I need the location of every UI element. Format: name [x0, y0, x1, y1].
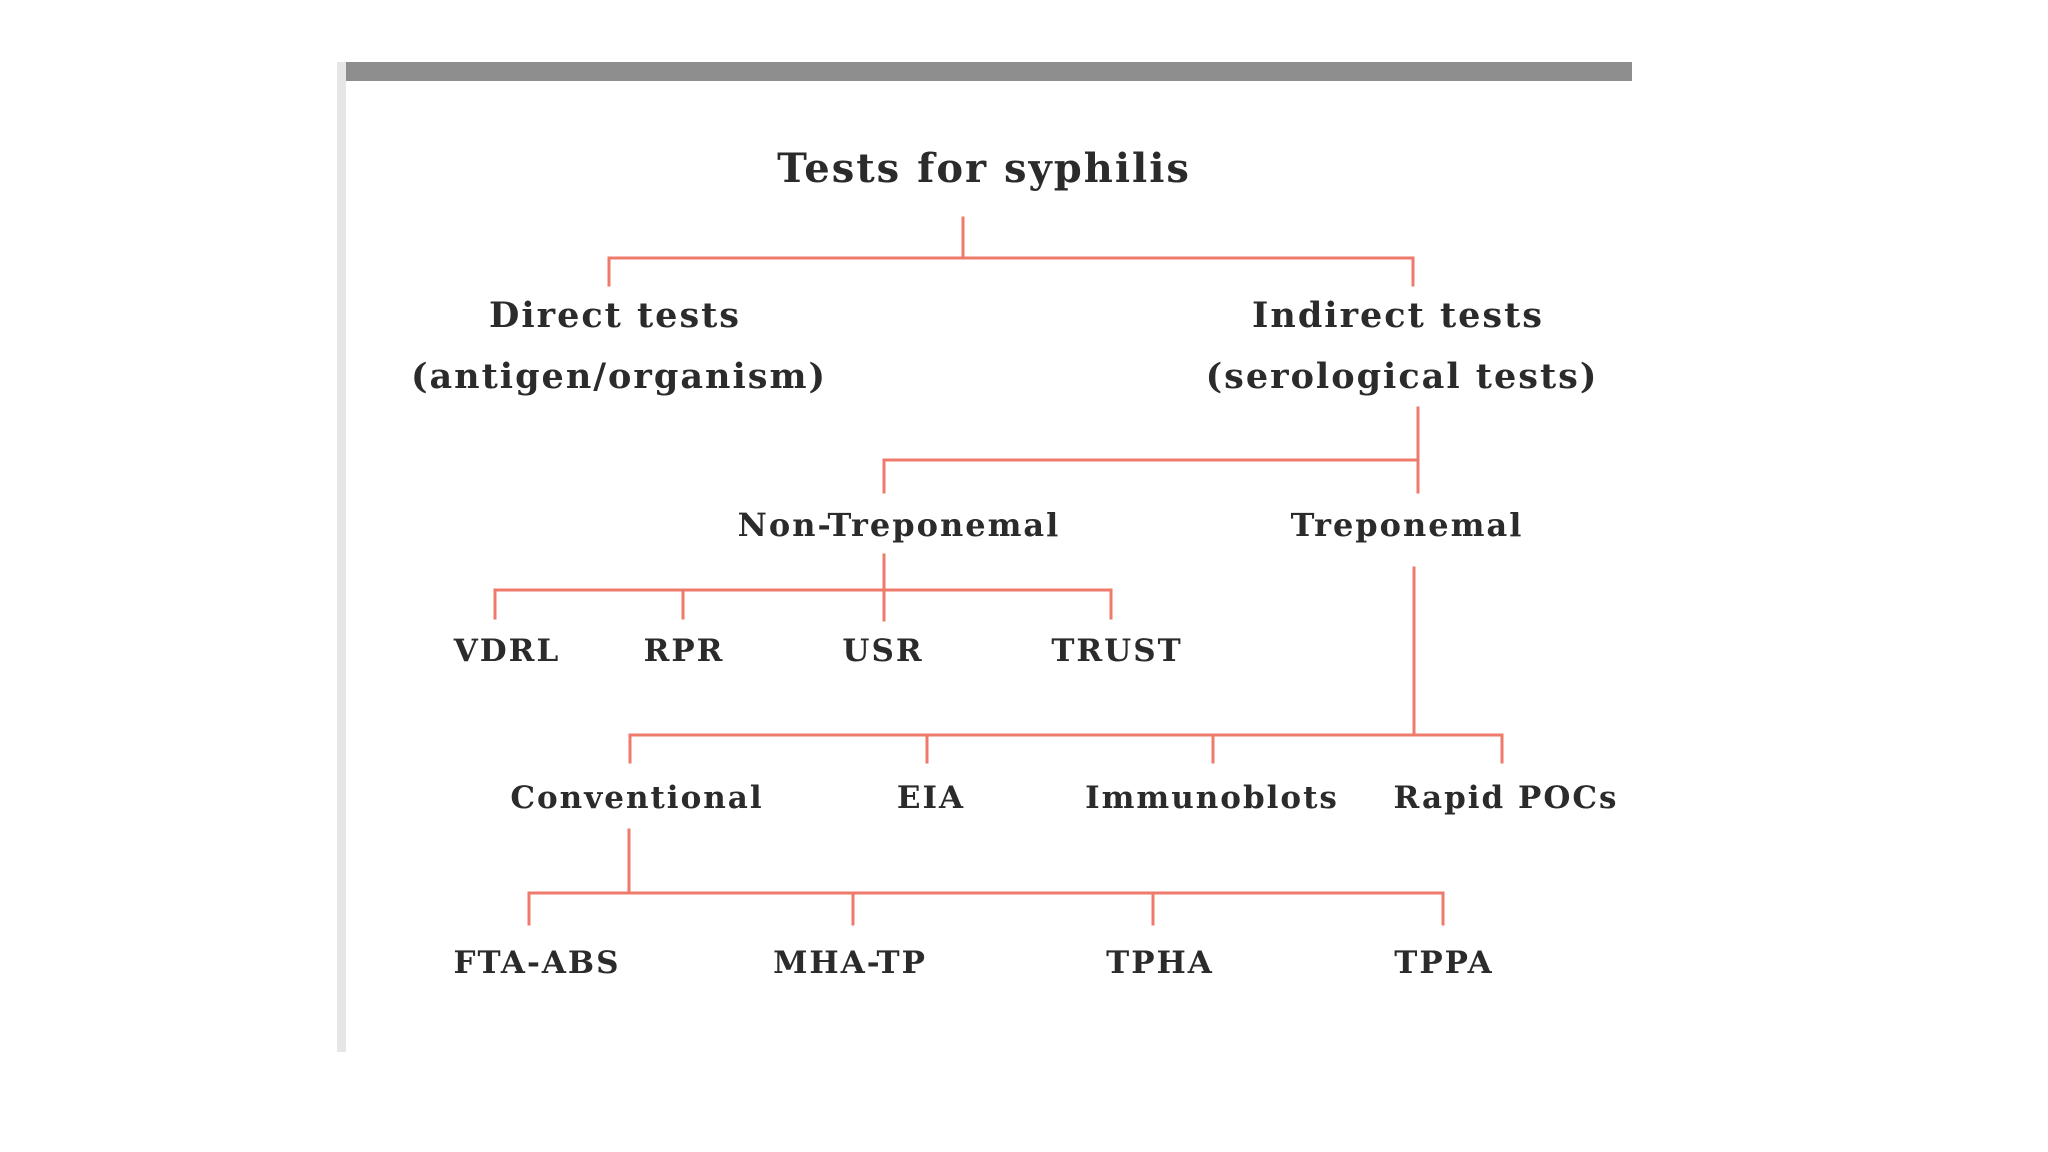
node-direct-tests: Direct tests — [488, 295, 742, 336]
connector-root — [609, 218, 1413, 285]
connector-non-treponemal — [495, 555, 1111, 620]
node-mha-tp: MHA-TP — [773, 945, 927, 981]
node-conventional: Conventional — [510, 780, 764, 816]
node-vdrl: VDRL — [453, 633, 561, 669]
node-fta-abs: FTA-ABS — [453, 945, 621, 981]
node-rpr: RPR — [643, 633, 725, 669]
diagram-title: Tests for syphilis — [777, 145, 1191, 192]
node-rapid-pocs: Rapid POCs — [1393, 780, 1619, 816]
node-tpha: TPHA — [1106, 945, 1214, 981]
node-direct-tests-subtitle: (antigen/organism) — [410, 356, 828, 397]
connector-indirect — [884, 408, 1418, 492]
node-usr: USR — [842, 633, 924, 669]
node-indirect-tests-subtitle: (serological tests) — [1205, 356, 1599, 397]
slide-left-edge — [337, 62, 346, 1052]
node-eia: EIA — [896, 780, 966, 816]
slide-top-bar — [346, 62, 1632, 81]
node-treponemal: Treponemal — [1290, 506, 1524, 544]
node-tppa: TPPA — [1394, 945, 1494, 981]
node-immunoblots: Immunoblots — [1085, 780, 1339, 816]
connector-conventional — [529, 830, 1443, 924]
node-non-treponemal: Non-Treponemal — [737, 506, 1061, 544]
node-indirect-tests: Indirect tests — [1252, 295, 1544, 336]
node-trust: TRUST — [1051, 633, 1183, 669]
